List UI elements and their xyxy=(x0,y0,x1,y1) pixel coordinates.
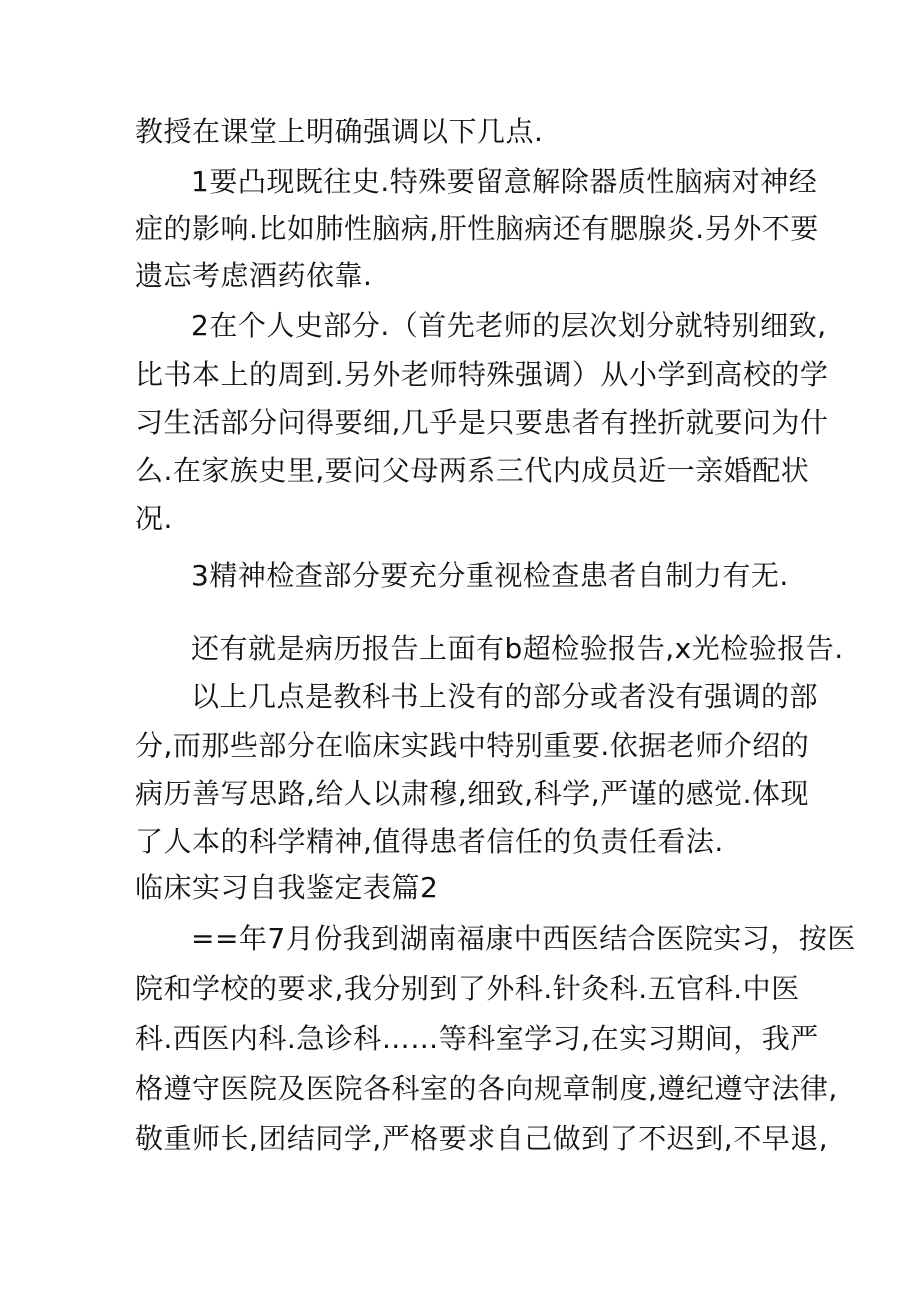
text-line-point-3: 3精神检查部分要充分重视检查患者自制力有无. xyxy=(191,559,789,592)
text-line: 敬重师长,团结同学,严格要求自己做到了不迟到,不早退, xyxy=(135,1122,829,1155)
section-heading: 临床实习自我鉴定表篇2 xyxy=(135,871,439,904)
text-line: 格遵守医院及医院各科室的各向规章制度,遵纪遵守法律, xyxy=(135,1072,838,1105)
text-line: 比书本上的周到.另外老师特殊强调）从小学到高校的学 xyxy=(135,358,829,391)
text-line: 院和学校的要求,我分别到了外科.针灸科.五官科.中医 xyxy=(135,972,800,1005)
text-line: 症的影响.比如肺性脑病,肝性脑病还有腮腺炎.另外不要 xyxy=(135,212,819,245)
text-line: 了人本的科学精神,值得患者信任的负责任看法. xyxy=(135,825,724,858)
text-line: 况. xyxy=(135,502,173,535)
text-line: 病历善写思路,给人以肃穆,细致,科学,严谨的感觉.体现 xyxy=(135,777,810,810)
text-line: 么.在家族史里,要问父母两系三代内成员近一亲婚配状 xyxy=(135,454,810,487)
text-line-intro: 教授在课堂上明确强调以下几点. xyxy=(135,115,544,148)
text-line-point-1: 1要凸现既往史.特殊要留意解除器质性脑病对神经 xyxy=(191,165,818,198)
text-line: 分,而那些部分在临床实践中特别重要.依据老师介绍的 xyxy=(135,729,810,762)
text-line-point-2: 2在个人史部分.（首先老师的层次划分就特别细致, xyxy=(191,309,827,342)
text-line: 遗忘考虑酒药依靠. xyxy=(135,259,373,292)
text-line: 科.西医内科.急诊科……等科室学习,在实习期间，我严 xyxy=(135,1022,819,1055)
text-line-reports: 还有就是病历报告上面有b超检验报告,x光检验报告. xyxy=(191,632,844,665)
text-line: 习生活部分问得要细,几乎是只要患者有挫折就要问为什 xyxy=(135,406,829,439)
text-line-summary: 以上几点是教科书上没有的部分或者没有强调的部 xyxy=(191,680,819,713)
text-line-section-start: ==年7月份我到湖南福康中西医结合医院实习，按医 xyxy=(191,922,856,955)
